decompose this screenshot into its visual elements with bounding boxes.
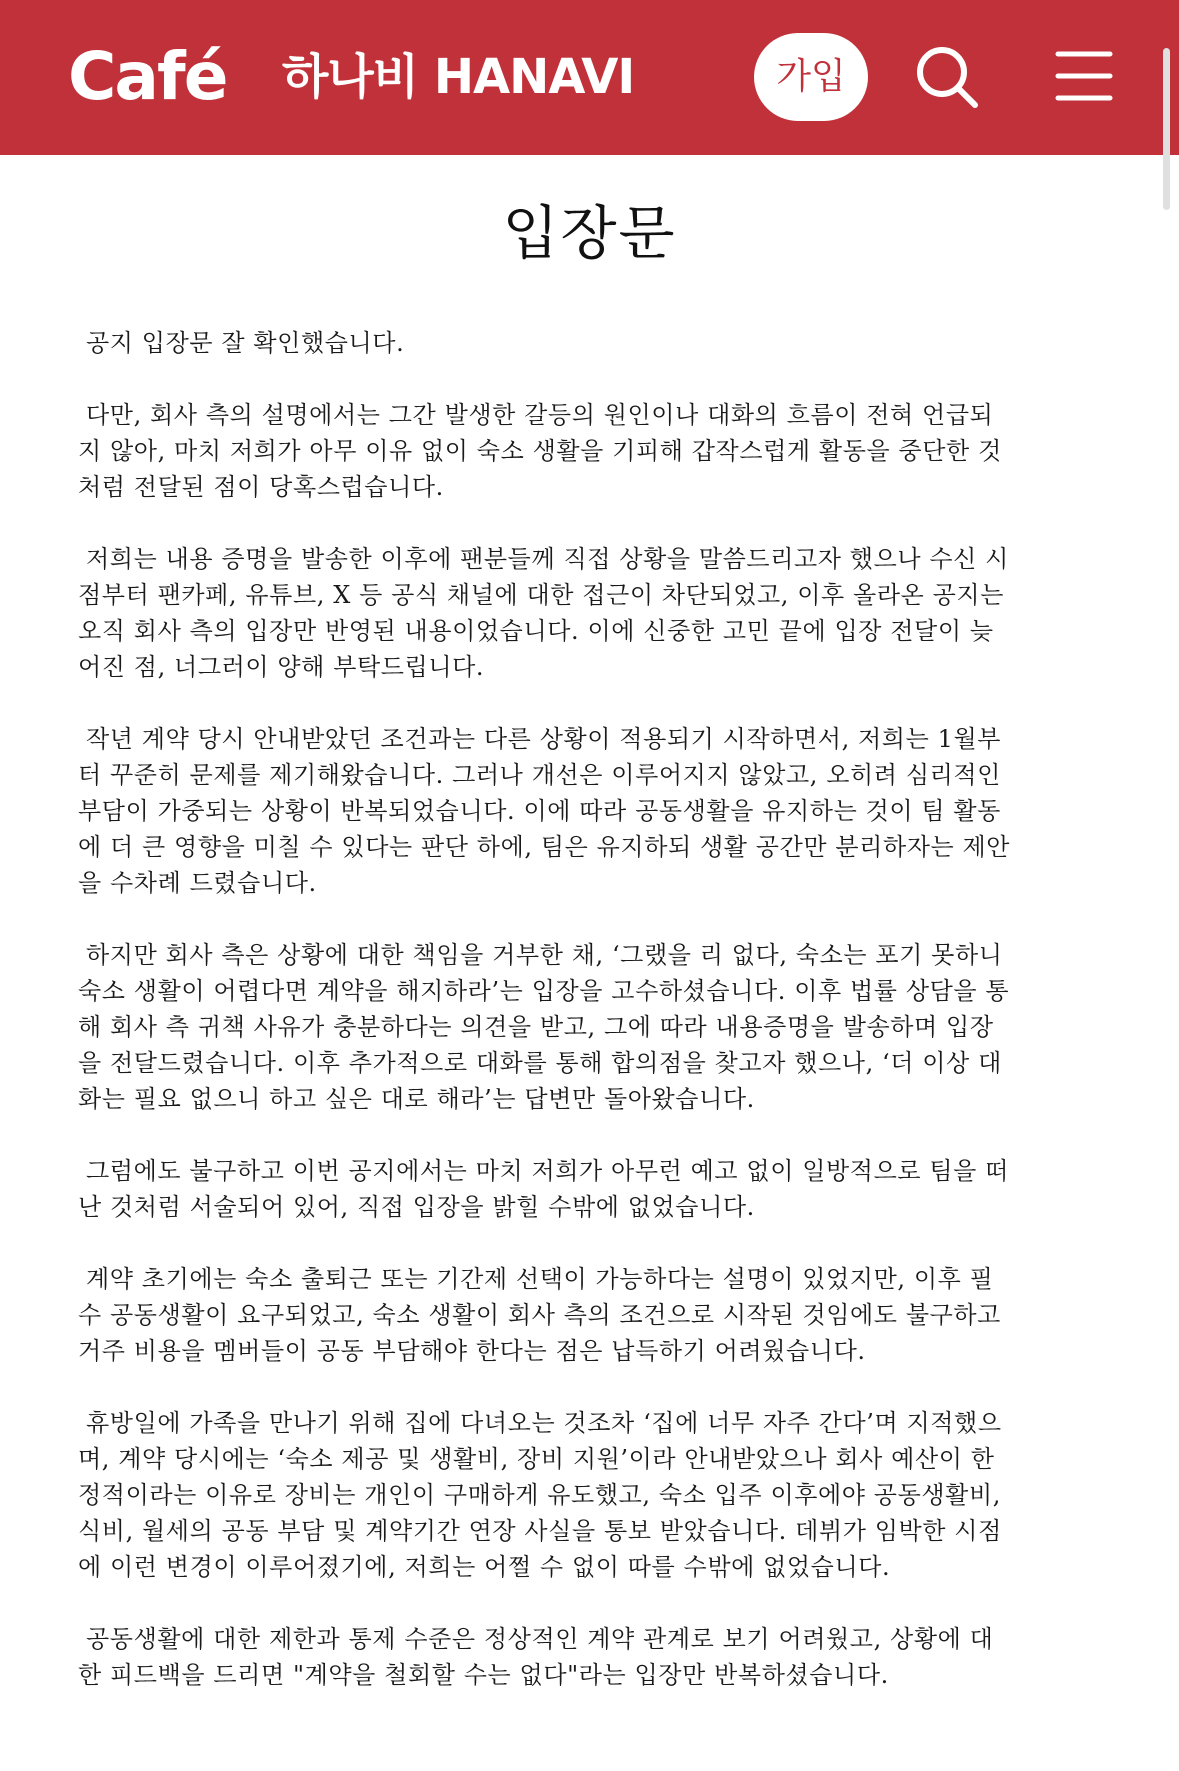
- paragraph-line: 을 수차례 드렸습니다.: [78, 869, 317, 897]
- search-icon: [914, 44, 980, 110]
- paragraph-line: 부담이 가중되는 상황이 반복되었습니다. 이에 따라 공동생활을 유지하는 것이 팀 활동: [78, 797, 1001, 825]
- paragraph-line: 하지만 회사 측은 상황에 대한 책임을 거부한 채, ‘그랬을 리 없다, 숙소는 포기 못하니: [86, 941, 1003, 969]
- app-header: [0, 0, 1179, 155]
- search-button[interactable]: [914, 44, 980, 110]
- statement-document: [0, 155, 1179, 1771]
- paragraph-line: 화는 필요 없으니 하고 싶은 대로 해라’는 답변만 돌아왔습니다.: [78, 1085, 755, 1113]
- paragraph-line: 수 공동생활이 요구되었고, 숙소 생활이 회사 측의 조건으로 시작된 것임에도 불구하고: [78, 1301, 1001, 1329]
- paragraph-line: 공동생활에 대한 제한과 통제 수준은 정상적인 계약 관계로 보기 어려웠고, 상황에 대: [86, 1625, 994, 1653]
- paragraph-line: 한 피드백을 드리면 "계약을 철회할 수는 없다"라는 입장만 반복하셨습니다.: [78, 1661, 889, 1689]
- paragraph: [78, 937, 1098, 1117]
- paragraph: [78, 541, 1098, 685]
- paragraph-line: 해 회사 측 귀책 사유가 충분하다는 의견을 받고, 그에 따라 내용증명을 발송하며 입장: [78, 1013, 994, 1041]
- paragraph: [78, 397, 1098, 505]
- document-title: 입장문: [502, 199, 677, 267]
- paragraph-line: 어진 점, 너그러이 양해 부탁드립니다.: [78, 653, 485, 681]
- paragraph-line: 점부터 팬카페, 유튜브, X 등 공식 채널에 대한 접근이 차단되었고, 이후 올라온 공지는: [78, 581, 1004, 609]
- paragraph-line: 터 꾸준히 문제를 제기해왔습니다. 그러나 개선은 이루어지지 않았고, 오히려 심리적인: [78, 761, 1001, 789]
- paragraph-line: 정적이라는 이유로 장비는 개인이 구매하게 유도했고, 숙소 입주 이후에야 공동생활비,: [78, 1481, 1001, 1509]
- cafe-name[interactable]: 하나비 HANAVI: [282, 49, 635, 105]
- paragraph-line: 난 것처럼 서술되어 있어, 직접 입장을 밝힐 수밖에 없었습니다.: [78, 1193, 755, 1221]
- hamburger-menu-icon: [1055, 49, 1113, 103]
- paragraph-line: 공지 입장문 잘 확인했습니다.: [86, 329, 405, 357]
- paragraph-line: 숙소 생활이 어렵다면 계약을 해지하라’는 입장을 고수하셨습니다. 이후 법률 상담을 통: [78, 977, 1010, 1005]
- paragraph: [78, 325, 1098, 361]
- paragraph: [78, 1621, 1098, 1693]
- paragraph: [78, 721, 1098, 901]
- paragraph-line: 식비, 월세의 공동 부담 및 계약기간 연장 사실을 통보 받았습니다. 데뷔가 임박한 시점: [78, 1517, 1002, 1545]
- paragraph-line: 저희는 내용 증명을 발송한 이후에 팬분들께 직접 상황을 말씀드리고자 했으나 수신 시: [86, 545, 1009, 573]
- join-button[interactable]: 가입: [754, 33, 868, 121]
- paragraph-line: 에 이런 변경이 이루어졌기에, 저희는 어쩔 수 없이 따를 수밖에 없었습니다.: [78, 1553, 891, 1581]
- document-body: [78, 325, 1098, 1729]
- paragraph-line: 계약 초기에는 숙소 출퇴근 또는 기간제 선택이 가능하다는 설명이 있었지만, 이후 필: [86, 1265, 994, 1293]
- menu-button[interactable]: [1055, 49, 1113, 103]
- cafe-logo[interactable]: Café: [68, 38, 227, 115]
- paragraph: [78, 1261, 1098, 1369]
- paragraph-line: 며, 계약 당시에는 ‘숙소 제공 및 생활비, 장비 지원’이라 안내받았으나 회사 예산이 한: [78, 1445, 995, 1473]
- paragraph-line: 을 전달드렸습니다. 이후 추가적으로 대화를 통해 합의점을 찾고자 했으나, ‘더 이상 대: [78, 1049, 1002, 1077]
- paragraph-line: 다만, 회사 측의 설명에서는 그간 발생한 갈등의 원인이나 대화의 흐름이 전혀 언급되: [86, 401, 994, 429]
- paragraph-line: 거주 비용을 멤버들이 공동 부담해야 한다는 점은 납득하기 어려웠습니다.: [78, 1337, 866, 1365]
- paragraph-line: 지 않아, 마치 저희가 아무 이유 없이 숙소 생활을 기피해 갑작스럽게 활동을 중단한 것: [78, 437, 1002, 465]
- paragraph-line: 처럼 전달된 점이 당혹스럽습니다.: [78, 473, 444, 501]
- paragraph: [78, 1405, 1098, 1585]
- paragraph-line: 휴방일에 가족을 만나기 위해 집에 다녀오는 것조차 ‘집에 너무 자주 간다’며 지적했으: [86, 1409, 1002, 1437]
- paragraph-line: 에 더 큰 영향을 미칠 수 있다는 판단 하에, 팀은 유지하되 생활 공간만 분리하자는 제안: [78, 833, 1011, 861]
- paragraph-line: 그럼에도 불구하고 이번 공지에서는 마치 저희가 아무런 예고 없이 일방적으로 팀을 떠: [86, 1157, 1009, 1185]
- paragraph-line: 오직 회사 측의 입장만 반영된 내용이었습니다. 이에 신중한 고민 끝에 입장 전달이 늦: [78, 617, 994, 645]
- paragraph-line: 작년 계약 당시 안내받았던 조건과는 다른 상황이 적용되기 시작하면서, 저희는 1월부: [86, 725, 1002, 753]
- paragraph: [78, 1153, 1098, 1225]
